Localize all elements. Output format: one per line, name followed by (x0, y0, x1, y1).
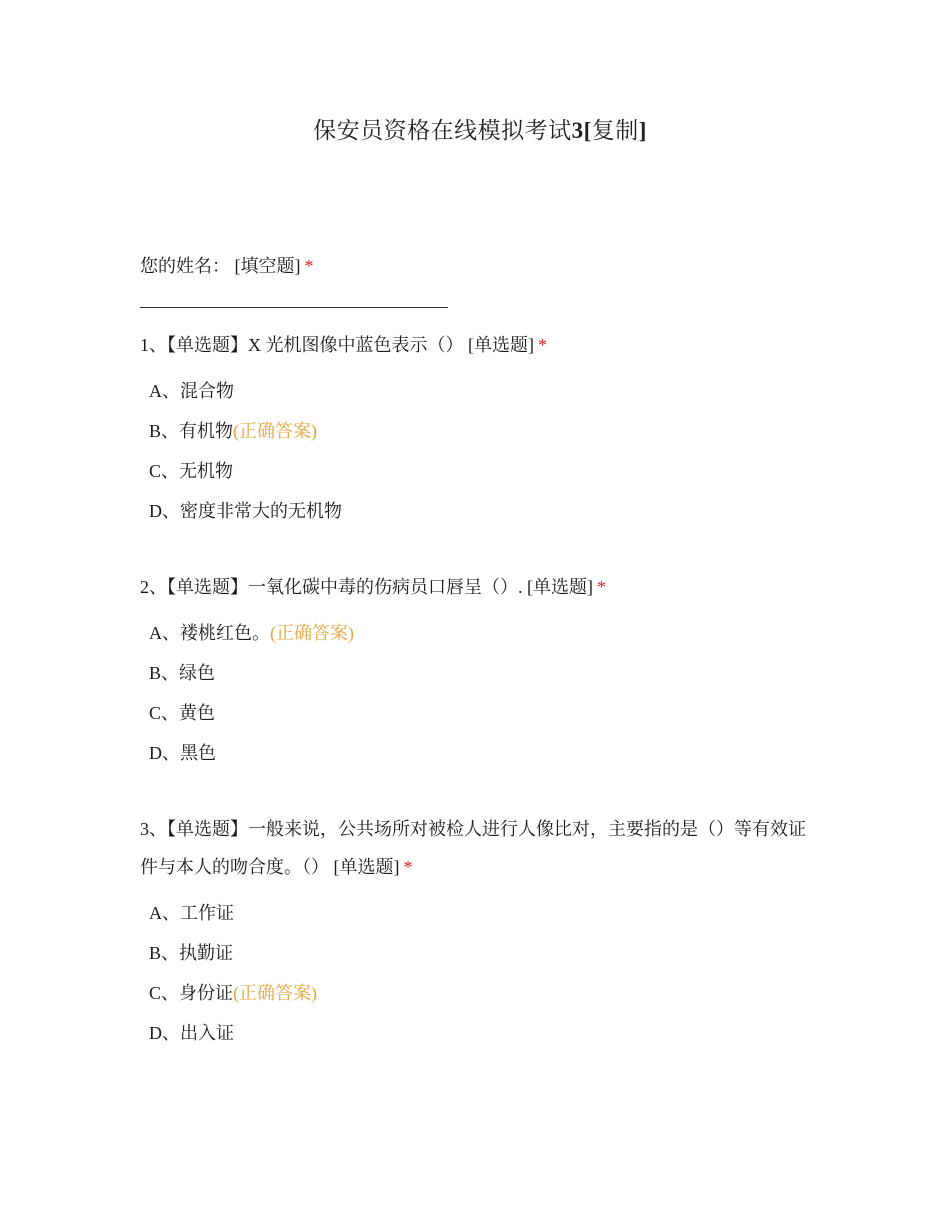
name-input-line[interactable] (140, 307, 448, 308)
question-type: [单选题] (468, 335, 534, 355)
option-b[interactable] (149, 653, 354, 693)
required-marker: * (403, 857, 413, 877)
option-label: A、褛桃红色。 (149, 623, 270, 643)
option-b[interactable] (149, 411, 342, 451)
correct-answer-mark: (正确答案) (270, 623, 354, 643)
option-label: B、有机物 (149, 421, 234, 441)
option-label: C、无机物 (149, 461, 234, 481)
name-label: 您的姓名： (140, 256, 230, 276)
option-label: C、身份证 (149, 983, 234, 1003)
option-d[interactable] (149, 733, 354, 773)
page-title (0, 112, 950, 145)
option-a[interactable] (149, 371, 342, 411)
title-close: ] (638, 118, 647, 143)
question-2-options (149, 613, 354, 773)
option-c[interactable] (149, 973, 317, 1013)
title-suffix: 3[ (571, 118, 592, 143)
required-marker: * (304, 256, 314, 276)
name-type: [填空题] (234, 256, 301, 276)
option-b[interactable] (149, 933, 317, 973)
option-label: D、出入证 (149, 1023, 234, 1043)
question-1 (140, 326, 820, 364)
correct-answer-mark: (正确答案) (233, 421, 318, 441)
question-2 (140, 568, 820, 606)
option-label: B、执勤证 (149, 943, 234, 963)
option-c[interactable] (149, 693, 354, 733)
option-label: A、混合物 (149, 381, 234, 401)
option-label: D、密度非常大的无机物 (149, 501, 342, 521)
question-type: [单选题] (333, 857, 400, 877)
question-text: 2、【单选题】一氧化碳中毒的伤病员口唇呈（）. (140, 577, 523, 597)
option-c[interactable] (149, 451, 342, 491)
title-copy: 复制 (591, 118, 639, 143)
question-3 (140, 810, 820, 886)
required-marker: * (538, 335, 547, 355)
option-d[interactable] (149, 1013, 317, 1053)
correct-answer-mark: (正确答案) (233, 983, 318, 1003)
question-text: 1、【单选题】X 光机图像中蓝色表示（） (140, 335, 464, 355)
option-label: A、工作证 (149, 903, 234, 923)
option-label: C、黄色 (149, 703, 216, 723)
option-a[interactable] (149, 613, 354, 653)
question-3-options (149, 893, 317, 1053)
question-type: [单选题] (527, 577, 593, 597)
title-main: 保安员资格在线模拟考试 (313, 118, 572, 143)
option-a[interactable] (149, 893, 317, 933)
question-text: 3、【单选题】一般来说，公共场所对被检人进行人像比对，主要指的是（）等有效证件与本人的吻合度。（） (140, 819, 806, 877)
option-label: B、绿色 (149, 663, 216, 683)
option-label: D、黑色 (149, 743, 216, 763)
required-marker: * (597, 577, 606, 597)
name-question (140, 252, 314, 278)
question-1-options (149, 371, 342, 531)
option-d[interactable] (149, 491, 342, 531)
